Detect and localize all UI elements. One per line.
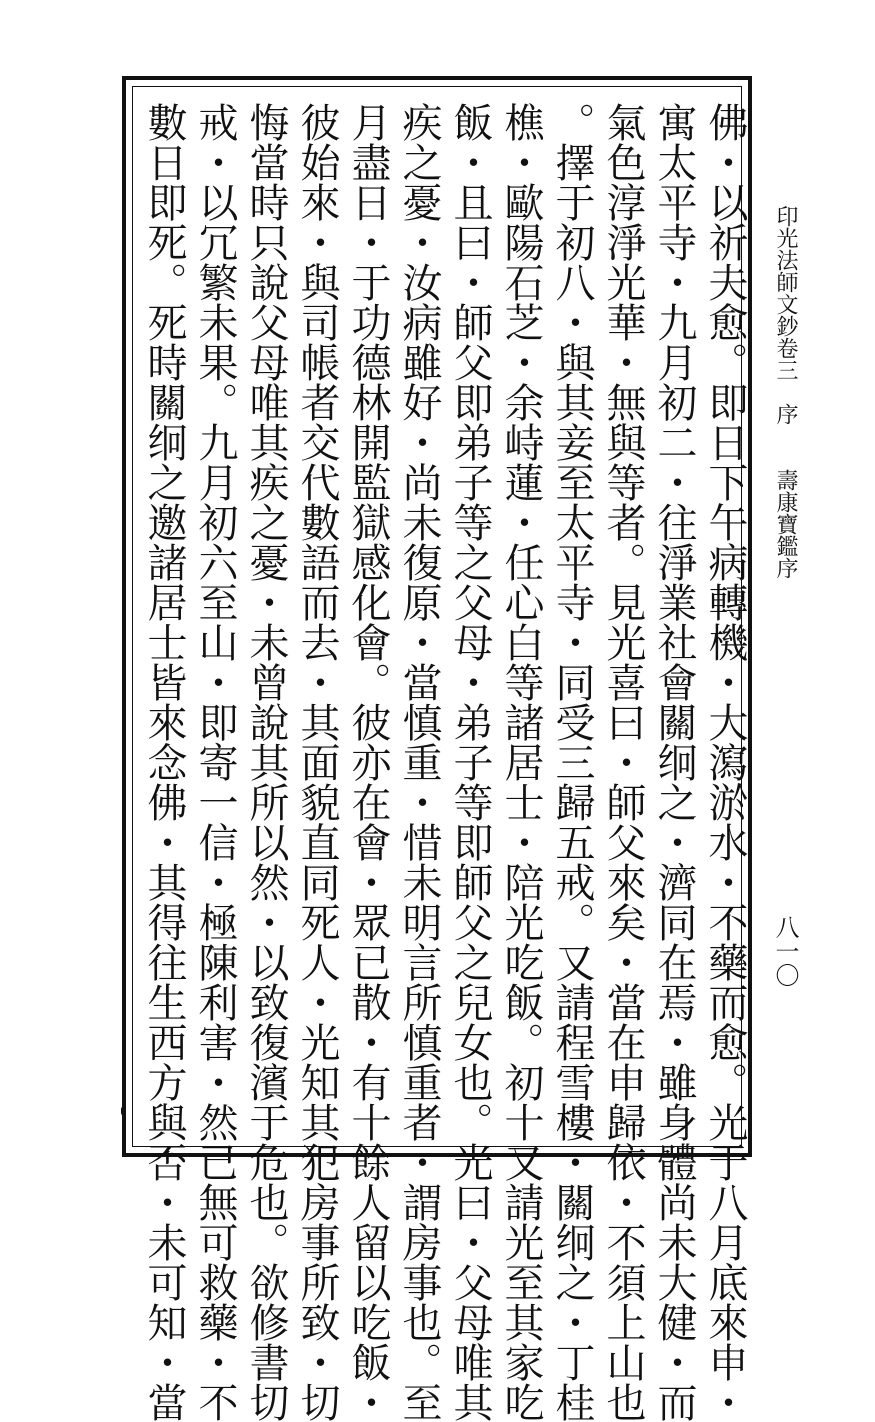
text-column: 疾之憂・汝病雖好・尚未復原・當慎重・惜未明言所慎重者・謂房事也。至 [396,102,442,1422]
text-column: 月盡日・于功德林開監獄感化會。彼亦在會・眾已散・有十餘人留以吃飯・ [345,102,391,1422]
text-column: 飯・且曰・師父即弟子等之父母・弟子等即師父之兒女也。光曰・父母唯其 [447,102,493,1422]
text-column: 戒・以冗繁未果。九月初六至山・即寄一信・極陳利害・然已無可救藥・不 [192,102,238,1422]
running-header: 印光法師文鈔卷三 序 壽康寶鑑序 [773,205,798,579]
page-number: 八一〇 [771,915,799,987]
text-column: 悔當時只說父母唯其疾之憂・未曾說其所以然・以致復濱于危也。欲修書切 [243,102,289,1422]
text-column: 數日即死。死時關䌹之邀諸居士皆來念佛・其得往生西方與否・未可知・當 [141,102,187,1422]
text-column: 樵・歐陽石芝・余峙蓮・任心白等諸居士・陪光吃飯。初十又請光至其家吃 [498,102,544,1422]
text-column: 氣色淳淨光華・無與等者。見光喜曰・師父來矣・當在申歸依・不須上山也 [600,102,646,1422]
text-column: 彼始來・與司帳者交代數語而去・其面貌直同死人・光知其犯房事所致・切 [294,102,340,1422]
text-column: 。擇于初八・與其妾至太平寺・同受三歸五戒。又請程雪樓・關䌹之・丁桂 [549,102,595,1422]
text-column: 佛・以祈夫愈。即日下午病轉機・大瀉淤水・不藥而愈。光于八月底來申・ [702,102,748,1422]
text-column: 寓太平寺・九月初二・往淨業社會關䌹之・濟同在焉・雖身體尚未大健・而 [651,102,697,1422]
margin-mark [121,1107,125,1115]
